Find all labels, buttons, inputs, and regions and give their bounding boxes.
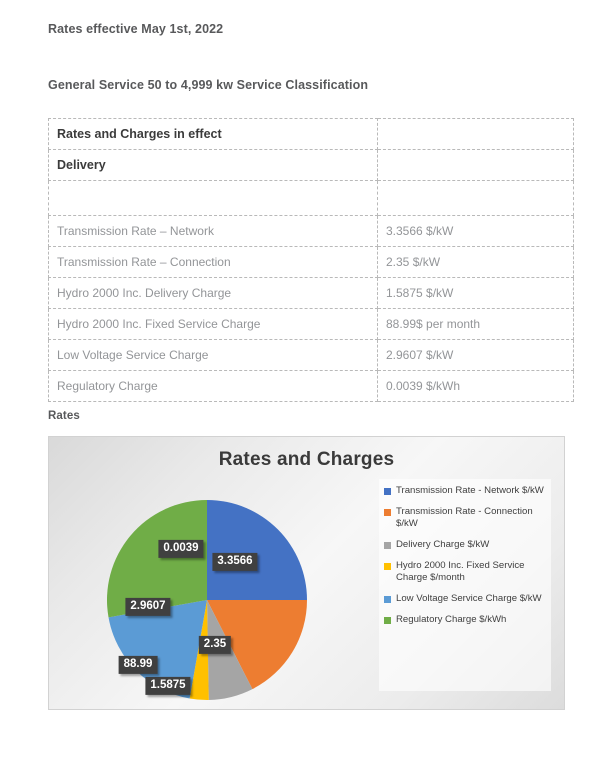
pie-data-label: 88.99 [119, 656, 158, 674]
table-cell-value: 2.35 $/kW [378, 247, 574, 278]
rates-section-label: Rates [48, 410, 80, 422]
service-classification-heading: General Service 50 to 4,999 kw Service Classification [48, 78, 369, 92]
legend-label: Delivery Charge $/kW [396, 539, 490, 550]
pie-data-label: 1.5875 [145, 677, 190, 695]
pie-slice [207, 500, 307, 600]
legend-item [384, 485, 547, 497]
legend-item [384, 614, 547, 626]
legend-item [384, 539, 547, 551]
table-cell-label: Regulatory Charge [49, 371, 378, 402]
table-cell-value [378, 181, 574, 216]
pie-data-label: 2.9607 [125, 598, 170, 616]
legend-label: Low Voltage Service Charge $/kW [396, 593, 542, 604]
legend-swatch-icon [384, 596, 391, 603]
table-cell-value: 2.9607 $/kW [378, 340, 574, 371]
effective-date-heading: Rates effective May 1st, 2022 [48, 22, 224, 36]
pie-plot-area [101, 499, 313, 702]
chart-legend [379, 479, 551, 691]
chart-title: Rates and Charges [218, 449, 395, 470]
legend-swatch-icon [384, 488, 391, 495]
pie-data-label: 2.35 [199, 636, 231, 654]
table-body [49, 119, 574, 402]
pie-data-label: 3.3566 [212, 553, 257, 571]
legend-item [384, 506, 547, 530]
table-cell-label: Hydro 2000 Inc. Delivery Charge [49, 278, 378, 309]
legend-swatch-icon [384, 542, 391, 549]
legend-swatch-icon [384, 509, 391, 516]
table-row [49, 119, 574, 150]
legend-label: Transmission Rate - Connection $/kW [396, 506, 533, 529]
rates-pie-chart [48, 436, 565, 710]
legend-swatch-icon [384, 563, 391, 570]
legend-label: Regulatory Charge $/kWh [396, 614, 507, 625]
table-cell-label: Low Voltage Service Charge [49, 340, 378, 371]
table-cell-value: 0.0039 $/kWh [378, 371, 574, 402]
table-cell-value [378, 150, 574, 181]
table-cell-label: Delivery [49, 150, 378, 181]
table-row [49, 181, 574, 216]
table-row [49, 150, 574, 181]
table-row [49, 340, 574, 371]
table-row [49, 247, 574, 278]
legend-item [384, 593, 547, 605]
legend-label: Hydro 2000 Inc. Fixed Service Charge $/month [396, 560, 525, 583]
table-cell-value: 1.5875 $/kW [378, 278, 574, 309]
table-cell-label [49, 181, 378, 216]
rates-and-charges-table [48, 118, 574, 402]
table-cell-label: Transmission Rate – Connection [49, 247, 378, 278]
table-cell-value: 3.3566 $/kW [378, 216, 574, 247]
table-cell-label: Rates and Charges in effect [49, 119, 378, 150]
legend-item [384, 560, 547, 584]
table-cell-value: 88.99$ per month [378, 309, 574, 340]
table-cell-value [378, 119, 574, 150]
legend-swatch-icon [384, 617, 391, 624]
table-cell-label: Transmission Rate – Network [49, 216, 378, 247]
legend-label: Transmission Rate - Network $/kW [396, 485, 544, 496]
table-row [49, 216, 574, 247]
table-row [49, 278, 574, 309]
table-row [49, 309, 574, 340]
pie-data-label: 0.0039 [158, 540, 203, 558]
table-row [49, 371, 574, 402]
table-cell-label: Hydro 2000 Inc. Fixed Service Charge [49, 309, 378, 340]
